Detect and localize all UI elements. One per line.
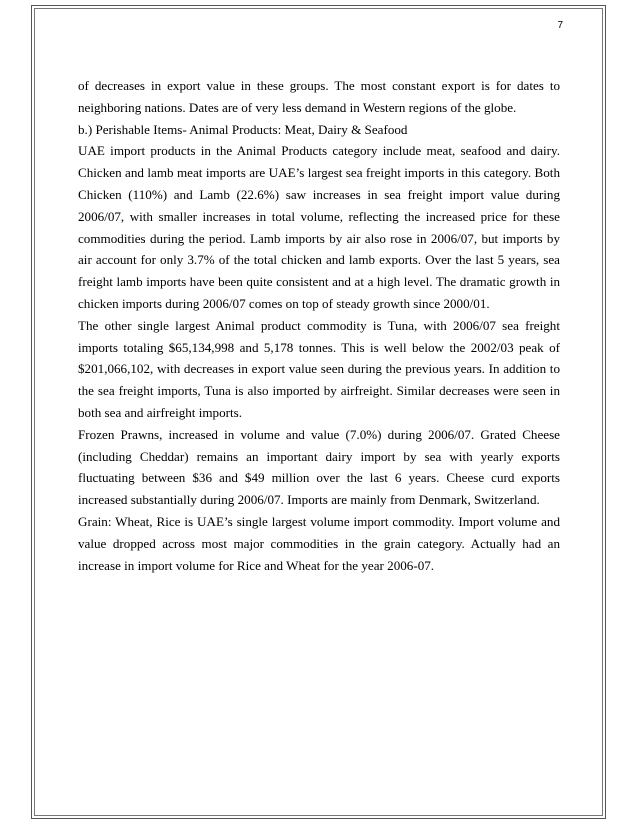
paragraph-tuna: The other single largest Animal product commodity is Tuna, with 2006/07 sea freight imports totaling $65,134,998 and 5,178 tonnes. This is well below the 2002/03 peak of $201,066,102, with decreases in export value seen during the previous years. In addition to the sea freight imports, Tuna is also imported by airfreight. Similar decreases were seen in both sea and airfreight imports.	[78, 317, 560, 420]
section-heading-perishable-items: b.) Perishable Items- Animal Products: Meat, Dairy & Seafood	[78, 121, 408, 137]
page-number: 7	[557, 20, 563, 31]
paragraph-prawns-cheese: Frozen Prawns, increased in volume and value (7.0%) during 2006/07. Grated Cheese (including Cheddar) remains an important dairy import by sea with yearly exports fluctuating between $36 and $49 million over the last 6 years. Cheese curd exports increased substantially during 2006/07. Imports are mainly from Denmark, Switzerland.	[78, 426, 560, 508]
paragraph-dates-continuation: of decreases in export value in these groups. The most constant export is for dates to neighboring nations. Dates are of very less demand in Western regions of the globe.	[78, 78, 560, 115]
paragraph-grain: Grain: Wheat, Rice is UAE’s single largest volume import commodity. Import volume and value dropped across most major commodities in the grain category. Actually had an increase in import volume for Rice and Wheat for the year 2006-07.	[78, 513, 560, 573]
paragraph-animal-products: UAE import products in the Animal Products category include meat, seafood and dairy. Chicken and lamb meat imports are UAE’s largest sea freight imports in this category. Both Chicken (110%) and Lamb (22.6%) saw increases in sea freight import value during 2006/07, with smaller increases in total volume, reflecting the increased price for these commodities during the period. Lamb imports by air also rose in 2006/07, but imports by air account for only 3.7% of the total chicken and lamb exports. Over the last 5 years, sea freight lamb imports have been quite consistent and at a high level. The dramatic growth in chicken imports during 2006/07 comes on top of steady growth since 2000/01.	[78, 143, 560, 311]
document-body	[78, 75, 560, 576]
